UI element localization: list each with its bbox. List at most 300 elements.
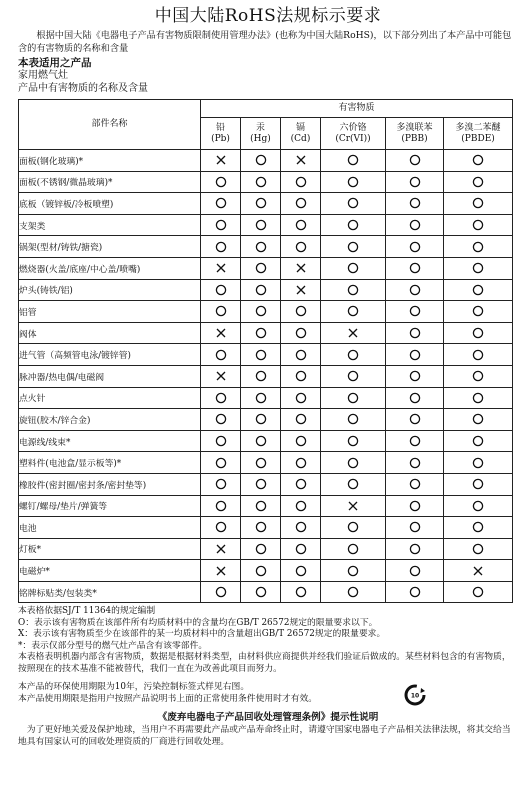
env-line-2: 本产品使用期限是指用户按照产品说明书上面的正常使用条件使用时才有效。 [18, 693, 318, 704]
mark-cell [201, 473, 241, 495]
circle-mark-icon [294, 499, 308, 513]
circle-mark-icon [408, 153, 422, 167]
circle-mark-icon [214, 456, 228, 470]
pollution-control-logo-icon [404, 684, 426, 706]
circle-mark-icon [214, 412, 228, 426]
mark-cell [281, 171, 321, 193]
circle-mark-icon [346, 369, 360, 383]
mark-cell [321, 387, 386, 409]
mark-cell [281, 495, 321, 517]
circle-mark-icon [346, 520, 360, 534]
circle-mark-icon [254, 499, 268, 513]
mark-cell [444, 560, 513, 582]
mark-cell [321, 257, 386, 279]
circle-mark-icon [471, 218, 485, 232]
circle-mark-icon [471, 240, 485, 254]
mark-cell [386, 581, 444, 603]
circle-mark-icon [214, 196, 228, 210]
mark-cell [281, 344, 321, 366]
circle-mark-icon [471, 585, 485, 599]
part-name: 电磁炉* [19, 560, 201, 582]
circle-mark-icon [254, 175, 268, 189]
mark-cell [281, 517, 321, 539]
circle-mark-icon [254, 240, 268, 254]
applicable-heading: 本表适用之产品 [18, 57, 92, 69]
table-row [19, 236, 513, 258]
note-line: 本表格依据SJ/T 11364的规定编制 [18, 606, 156, 617]
circle-mark-icon [471, 369, 485, 383]
circle-mark-icon [471, 326, 485, 340]
mark-cell [281, 387, 321, 409]
circle-mark-icon [294, 477, 308, 491]
mark-cell [201, 236, 241, 258]
table-row [19, 279, 513, 301]
circle-mark-icon [294, 218, 308, 232]
part-name: 塑料件(电池盒/显示板等)* [19, 452, 201, 474]
circle-mark-icon [408, 304, 422, 318]
mark-cell [241, 473, 281, 495]
mark-cell [444, 495, 513, 517]
circle-mark-icon [214, 175, 228, 189]
mark-cell [201, 344, 241, 366]
part-name: 面板(钢化玻璃)* [19, 150, 201, 172]
table-row [19, 214, 513, 236]
substance-symbol: (Pb) [211, 133, 230, 144]
table-row [19, 495, 513, 517]
mark-cell [241, 495, 281, 517]
circle-mark-icon [346, 175, 360, 189]
mark-cell [386, 150, 444, 172]
part-name: 点火针 [19, 387, 201, 409]
intro-paragraph: 根据中国大陆《电器电子产品有害物质限制使用管理办法》(也称为中国大陆RoHS)，以下部分列出了本产品中可能包含的有害物质的名称和含量 [18, 30, 512, 54]
circle-mark-icon [408, 542, 422, 556]
circle-mark-icon [471, 348, 485, 362]
circle-mark-icon [254, 283, 268, 297]
table-row [19, 538, 513, 560]
mark-cell [444, 538, 513, 560]
circle-mark-icon [408, 218, 422, 232]
circle-mark-icon [214, 434, 228, 448]
substance-symbol: (Cr(VI)) [335, 133, 371, 144]
circle-mark-icon [408, 412, 422, 426]
circle-mark-icon [214, 391, 228, 405]
mark-cell [386, 301, 444, 323]
circle-mark-icon [214, 477, 228, 491]
mark-cell [241, 279, 281, 301]
mark-cell [241, 236, 281, 258]
table-row [19, 409, 513, 431]
mark-cell [386, 495, 444, 517]
circle-mark-icon [471, 153, 485, 167]
table-row [19, 517, 513, 539]
mark-cell [386, 236, 444, 258]
circle-mark-icon [408, 196, 422, 210]
mark-cell [444, 430, 513, 452]
circle-mark-icon [254, 477, 268, 491]
mark-cell [321, 344, 386, 366]
circle-mark-icon [408, 326, 422, 340]
mark-cell [201, 495, 241, 517]
recycle-title: 《废弃电器电子产品回收处理管理条例》提示性说明 [157, 712, 379, 724]
table-caption: 产品中有害物质的名称及含量 [18, 82, 148, 94]
circle-mark-icon [471, 477, 485, 491]
table-row [19, 452, 513, 474]
product-name: 家用燃气灶 [18, 70, 68, 81]
circle-mark-icon [214, 585, 228, 599]
circle-mark-icon [408, 175, 422, 189]
mark-cell [241, 430, 281, 452]
logo-number: 10 [410, 692, 420, 700]
substance-group-header: 有害物质 [201, 100, 513, 118]
cross-mark-icon [471, 564, 485, 578]
circle-mark-icon [346, 153, 360, 167]
mark-cell [241, 344, 281, 366]
table-row [19, 387, 513, 409]
circle-mark-icon [254, 412, 268, 426]
circle-mark-icon [214, 240, 228, 254]
mark-cell [241, 150, 281, 172]
mark-cell [321, 495, 386, 517]
hazardous-substance-table [18, 99, 513, 603]
note-line: X：表示该有害物质至少在该部件的某一均质材料中的含量超出GB/T 26572规定的限量要求。 [18, 629, 386, 640]
circle-mark-icon [294, 304, 308, 318]
mark-cell [444, 452, 513, 474]
circle-mark-icon [408, 520, 422, 534]
mark-cell [444, 344, 513, 366]
mark-cell [281, 430, 321, 452]
circle-mark-icon [214, 218, 228, 232]
mark-cell [321, 581, 386, 603]
part-name: 电源线/线束* [19, 430, 201, 452]
mark-cell [241, 301, 281, 323]
cross-mark-icon [214, 261, 228, 275]
mark-cell [201, 322, 241, 344]
mark-cell [281, 301, 321, 323]
mark-cell [444, 214, 513, 236]
circle-mark-icon [408, 564, 422, 578]
circle-mark-icon [214, 499, 228, 513]
circle-mark-icon [254, 391, 268, 405]
circle-mark-icon [214, 304, 228, 318]
circle-mark-icon [294, 175, 308, 189]
circle-mark-icon [346, 477, 360, 491]
part-name: 脉冲器/热电偶/电磁阀 [19, 365, 201, 387]
mark-cell [241, 560, 281, 582]
circle-mark-icon [346, 218, 360, 232]
substance-name: 六价铬 [339, 122, 367, 133]
substance-name: 多溴二苯醚 [455, 122, 501, 133]
mark-cell [386, 560, 444, 582]
table-row [19, 257, 513, 279]
mark-cell [201, 517, 241, 539]
part-name: 阀体 [19, 322, 201, 344]
circle-mark-icon [294, 196, 308, 210]
circle-mark-icon [471, 456, 485, 470]
mark-cell [201, 452, 241, 474]
cross-mark-icon [214, 542, 228, 556]
substance-symbol: (Cd) [290, 133, 311, 144]
mark-cell [281, 257, 321, 279]
mark-cell [444, 517, 513, 539]
note-line: O：表示该有害物质在该部件所有均质材料中的含量均在GB/T 26572规定的限量要求以下。 [18, 617, 378, 628]
circle-mark-icon [346, 564, 360, 578]
environment-section [18, 682, 518, 705]
table-row [19, 430, 513, 452]
substance-symbol: (Hg) [250, 133, 271, 144]
circle-mark-icon [254, 585, 268, 599]
part-name: 面板(不锈钢/微晶玻璃)* [19, 171, 201, 193]
part-name: 燃烧器(火盖/底座/中心盖/喷嘴) [19, 257, 201, 279]
mark-cell [386, 257, 444, 279]
circle-mark-icon [254, 542, 268, 556]
circle-mark-icon [408, 499, 422, 513]
circle-mark-icon [408, 283, 422, 297]
mark-cell [201, 365, 241, 387]
cross-mark-icon [214, 369, 228, 383]
mark-cell [386, 452, 444, 474]
circle-mark-icon [408, 585, 422, 599]
circle-mark-icon [294, 585, 308, 599]
env-line-1: 本产品的环保使用期限为10年，污染控制标签式样见右图。 [18, 682, 250, 693]
mark-cell [321, 236, 386, 258]
circle-mark-icon [254, 434, 268, 448]
mark-cell [444, 257, 513, 279]
mark-cell [201, 171, 241, 193]
table-row [19, 560, 513, 582]
mark-cell [241, 387, 281, 409]
circle-mark-icon [294, 520, 308, 534]
mark-cell [321, 430, 386, 452]
part-name: 底板（镀锌板/冷板喷塑) [19, 193, 201, 215]
circle-mark-icon [254, 218, 268, 232]
table-row [19, 150, 513, 172]
mark-cell [321, 517, 386, 539]
mark-cell [281, 581, 321, 603]
note-line: 本表格表明机器内部含有害物质，数据是根据材料类型，由材料供应商提供并经我们验证后做成的。某些材料包含的有害物质，按照现在的技术基准不能被替代，我们一直在为改善此项目而努力。 [18, 652, 511, 674]
mark-cell [386, 365, 444, 387]
mark-cell [241, 257, 281, 279]
circle-mark-icon [471, 261, 485, 275]
cross-mark-icon [294, 283, 308, 297]
mark-cell [201, 150, 241, 172]
circle-mark-icon [346, 348, 360, 362]
part-name: 进气管（高频管电泳/镀锌管) [19, 344, 201, 366]
circle-mark-icon [254, 153, 268, 167]
circle-mark-icon [294, 240, 308, 254]
substance-symbol: (PBDE) [461, 133, 495, 144]
circle-mark-icon [254, 196, 268, 210]
mark-cell [241, 365, 281, 387]
circle-mark-icon [214, 348, 228, 362]
circle-mark-icon [346, 261, 360, 275]
circle-mark-icon [408, 477, 422, 491]
circle-mark-icon [346, 283, 360, 297]
mark-cell [281, 193, 321, 215]
circle-mark-icon [471, 196, 485, 210]
circle-mark-icon [294, 434, 308, 448]
cross-mark-icon [294, 261, 308, 275]
circle-mark-icon [254, 564, 268, 578]
mark-cell [321, 365, 386, 387]
circle-mark-icon [471, 391, 485, 405]
mark-cell [444, 236, 513, 258]
mark-cell [321, 322, 386, 344]
cross-mark-icon [214, 326, 228, 340]
substance-symbol: (PBB) [401, 133, 428, 144]
mark-cell [201, 409, 241, 431]
mark-cell [321, 452, 386, 474]
circle-mark-icon [254, 348, 268, 362]
mark-cell [201, 301, 241, 323]
circle-mark-icon [346, 391, 360, 405]
mark-cell [444, 581, 513, 603]
circle-mark-icon [408, 348, 422, 362]
mark-cell [386, 193, 444, 215]
substance-name: 多溴联苯 [396, 122, 433, 133]
mark-cell [321, 279, 386, 301]
mark-cell [386, 473, 444, 495]
table-row [19, 473, 513, 495]
mark-cell [321, 560, 386, 582]
table-row [19, 581, 513, 603]
table-row [19, 193, 513, 215]
mark-cell [281, 322, 321, 344]
mark-cell [386, 279, 444, 301]
circle-mark-icon [346, 434, 360, 448]
mark-cell [281, 365, 321, 387]
circle-mark-icon [346, 304, 360, 318]
mark-cell [241, 322, 281, 344]
part-name: 灯板* [19, 538, 201, 560]
mark-cell [201, 581, 241, 603]
substance-header-5 [444, 118, 513, 150]
substance-header-0 [201, 118, 241, 150]
cross-mark-icon [346, 499, 360, 513]
circle-mark-icon [254, 304, 268, 318]
mark-cell [281, 409, 321, 431]
mark-cell [201, 430, 241, 452]
table-row [19, 322, 513, 344]
mark-cell [386, 387, 444, 409]
recycle-text: 为了更好地关爱及保护地球，当用户不再需要此产品或产品寿命终止时，请遵守国家电器电子产品相关法律法规，将其交给当地具有国家认可的回收处理资质的厂商进行回收处理。 [18, 725, 511, 748]
circle-mark-icon [471, 175, 485, 189]
circle-mark-icon [471, 304, 485, 318]
mark-cell [281, 473, 321, 495]
substance-header-2 [281, 118, 321, 150]
note-line: *：表示仅部分型号的燃气灶产品含有该零部件。 [18, 640, 208, 651]
substance-header-1 [241, 118, 281, 150]
circle-mark-icon [471, 520, 485, 534]
circle-mark-icon [294, 391, 308, 405]
circle-mark-icon [294, 542, 308, 556]
circle-mark-icon [294, 412, 308, 426]
mark-cell [321, 214, 386, 236]
circle-mark-icon [346, 456, 360, 470]
part-column-header: 部件名称 [19, 100, 201, 150]
circle-mark-icon [346, 240, 360, 254]
circle-mark-icon [408, 261, 422, 275]
mark-cell [281, 560, 321, 582]
mark-cell [281, 236, 321, 258]
mark-cell [241, 452, 281, 474]
mark-cell [321, 171, 386, 193]
circle-mark-icon [408, 434, 422, 448]
part-name: 铭牌标贴类/包装类* [19, 581, 201, 603]
part-name: 电池 [19, 517, 201, 539]
circle-mark-icon [294, 348, 308, 362]
mark-cell [201, 257, 241, 279]
mark-cell [386, 538, 444, 560]
cross-mark-icon [214, 153, 228, 167]
cross-mark-icon [214, 564, 228, 578]
mark-cell [444, 301, 513, 323]
part-name: 支架类 [19, 214, 201, 236]
part-name: 铝管 [19, 301, 201, 323]
mark-cell [386, 409, 444, 431]
mark-cell [444, 171, 513, 193]
page-title: 中国大陆RoHS法规标示要求 [154, 6, 382, 26]
mark-cell [444, 193, 513, 215]
circle-mark-icon [471, 499, 485, 513]
mark-cell [281, 214, 321, 236]
table-row [19, 344, 513, 366]
mark-cell [321, 473, 386, 495]
part-name: 螺钉/螺母/垫片/弹簧等 [19, 495, 201, 517]
mark-cell [241, 581, 281, 603]
substance-header-4 [386, 118, 444, 150]
circle-mark-icon [408, 391, 422, 405]
mark-cell [201, 279, 241, 301]
circle-mark-icon [294, 326, 308, 340]
mark-cell [201, 214, 241, 236]
mark-cell [241, 214, 281, 236]
circle-mark-icon [254, 520, 268, 534]
circle-mark-icon [294, 369, 308, 383]
cross-mark-icon [346, 326, 360, 340]
part-name: 炉头(铸铁/铝) [19, 279, 201, 301]
circle-mark-icon [346, 412, 360, 426]
part-name: 锅架(型材/铸铁/搪瓷) [19, 236, 201, 258]
part-name: 橡胶件(密封圈/密封条/密封垫等) [19, 473, 201, 495]
circle-mark-icon [346, 585, 360, 599]
part-name: 旋钮(胶木/锌合金) [19, 409, 201, 431]
mark-cell [201, 387, 241, 409]
mark-cell [444, 387, 513, 409]
circle-mark-icon [408, 456, 422, 470]
cross-mark-icon [294, 153, 308, 167]
mark-cell [444, 279, 513, 301]
substance-name: 铅 [215, 122, 225, 133]
mark-cell [444, 322, 513, 344]
mark-cell [321, 150, 386, 172]
mark-cell [444, 150, 513, 172]
circle-mark-icon [471, 283, 485, 297]
circle-mark-icon [294, 564, 308, 578]
mark-cell [241, 538, 281, 560]
table-row [19, 301, 513, 323]
mark-cell [241, 171, 281, 193]
circle-mark-icon [471, 412, 485, 426]
mark-cell [321, 538, 386, 560]
notes-section [18, 606, 518, 675]
mark-cell [281, 279, 321, 301]
mark-cell [386, 517, 444, 539]
circle-mark-icon [254, 369, 268, 383]
circle-mark-icon [254, 456, 268, 470]
mark-cell [321, 301, 386, 323]
substance-name: 汞 [255, 122, 265, 133]
circle-mark-icon [294, 456, 308, 470]
